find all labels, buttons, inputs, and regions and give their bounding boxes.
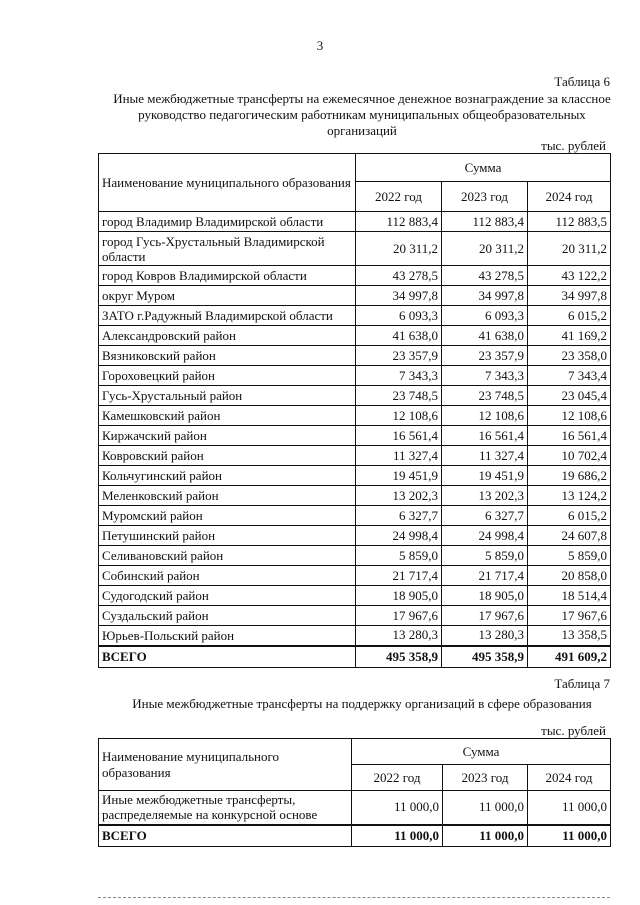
cell-total-2024: 491 609,2 — [528, 646, 611, 668]
total-row — [99, 646, 611, 668]
cell-municipality: Петушинский район — [99, 526, 356, 546]
cell-value-2024: 5 859,0 — [528, 546, 611, 566]
cell-value-2023: 23 357,9 — [442, 346, 528, 366]
cell-value-2024: 13 124,2 — [528, 486, 611, 506]
cell-value-2023: 34 997,8 — [442, 286, 528, 306]
cell-value-2024: 41 169,2 — [528, 326, 611, 346]
cell-value-2022: 34 997,8 — [356, 286, 442, 306]
table7-title: Иные межбюджетные трансферты на поддержку организаций в сфере образования — [132, 696, 592, 711]
cell-value-2023: 18 905,0 — [442, 586, 528, 606]
cell-municipality: город Владимир Владимирской области — [99, 212, 356, 232]
cell-value-2022: 13 280,3 — [356, 626, 442, 646]
cell-value-2022: 20 311,2 — [356, 232, 442, 266]
cell-value-2023: 6 327,7 — [442, 506, 528, 526]
column-header-sum: Сумма — [356, 154, 611, 182]
cell-value-2022: 6 093,3 — [356, 306, 442, 326]
cell-value-2024: 24 607,8 — [528, 526, 611, 546]
cell-value-2022: 18 905,0 — [356, 586, 442, 606]
cell-municipality: Муромский район — [99, 506, 356, 526]
cell-value-2024: 13 358,5 — [528, 626, 611, 646]
table6-units: тыс. рублей — [541, 138, 606, 153]
cell-value-2023: 11 000,0 — [443, 791, 528, 825]
cell-value-2022: 21 717,4 — [356, 566, 442, 586]
cell-municipality: ЗАТО г.Радужный Владимирской области — [99, 306, 356, 326]
cell-value-2024: 11 000,0 — [528, 791, 611, 825]
cell-value-2022: 41 638,0 — [356, 326, 442, 346]
cell-municipality: город Ковров Владимирской области — [99, 266, 356, 286]
table-row — [99, 626, 611, 646]
cell-municipality: Гусь-Хрустальный район — [99, 386, 356, 406]
cell-value-2024: 7 343,4 — [528, 366, 611, 386]
table-row — [99, 566, 611, 586]
column-header-year: 2023 год — [442, 182, 528, 212]
cell-value-2024: 10 702,4 — [528, 446, 611, 466]
cell-municipality: Ковровский район — [99, 446, 356, 466]
table6-title-line: руководство педагогическим работникам муниципальных общеобразовательных — [138, 107, 586, 122]
column-header-year: 2022 год — [356, 182, 442, 212]
cell-value-2023: 7 343,3 — [442, 366, 528, 386]
cell-value-2024: 20 311,2 — [528, 232, 611, 266]
cell-total-2023: 495 358,9 — [442, 646, 528, 668]
table-row — [99, 526, 611, 546]
cell-value-2022: 17 967,6 — [356, 606, 442, 626]
cell-municipality: Селивановский район — [99, 546, 356, 566]
table-row — [99, 446, 611, 466]
cell-municipality: Вязниковский район — [99, 346, 356, 366]
table-row — [99, 586, 611, 606]
cell-value-2023: 13 280,3 — [442, 626, 528, 646]
table-row — [99, 386, 611, 406]
cell-value-2023: 19 451,9 — [442, 466, 528, 486]
cell-value-2024: 112 883,5 — [528, 212, 611, 232]
cell-value-2023: 23 748,5 — [442, 386, 528, 406]
table7 — [98, 738, 611, 847]
cell-value-2022: 19 451,9 — [356, 466, 442, 486]
cell-value-2022: 12 108,6 — [356, 406, 442, 426]
cell-value-2022: 13 202,3 — [356, 486, 442, 506]
cell-value-2022: 23 748,5 — [356, 386, 442, 406]
cell-value-2024: 17 967,6 — [528, 606, 611, 626]
cell-value-2024: 12 108,6 — [528, 406, 611, 426]
cell-total-label: ВСЕГО — [99, 646, 356, 668]
table-row — [99, 306, 611, 326]
cell-value-2024: 23 045,4 — [528, 386, 611, 406]
cell-total-label: ВСЕГО — [99, 825, 352, 847]
cell-value-2024: 43 122,2 — [528, 266, 611, 286]
column-header-sum: Сумма — [352, 739, 611, 765]
cell-value-2022: 112 883,4 — [356, 212, 442, 232]
table-row — [99, 506, 611, 526]
table6-title-line: Иные межбюджетные трансферты на ежемесячное денежное вознаграждение за классное — [113, 91, 611, 106]
total-row — [99, 825, 611, 847]
cell-municipality: Судогодский район — [99, 586, 356, 606]
table-row — [99, 326, 611, 346]
cell-value-2022: 11 000,0 — [352, 791, 443, 825]
cell-value-2023: 20 311,2 — [442, 232, 528, 266]
table6 — [98, 153, 611, 668]
cell-value-2022: 5 859,0 — [356, 546, 442, 566]
column-header-name: Наименование муниципального образования — [99, 739, 352, 791]
cell-value-2024: 6 015,2 — [528, 306, 611, 326]
cell-value-2024: 16 561,4 — [528, 426, 611, 446]
cell-municipality: Камешковский район — [99, 406, 356, 426]
cell-total-2023: 11 000,0 — [443, 825, 528, 847]
cell-value-2023: 43 278,5 — [442, 266, 528, 286]
cell-value-2023: 5 859,0 — [442, 546, 528, 566]
cell-municipality: Иные межбюджетные трансферты, распределяемые на конкурсной основе — [99, 791, 352, 825]
cell-value-2023: 13 202,3 — [442, 486, 528, 506]
cell-value-2022: 43 278,5 — [356, 266, 442, 286]
table-row — [99, 466, 611, 486]
table-row — [99, 486, 611, 506]
cell-value-2023: 16 561,4 — [442, 426, 528, 446]
cell-value-2023: 112 883,4 — [442, 212, 528, 232]
table-row — [99, 286, 611, 306]
table-row — [99, 346, 611, 366]
cell-value-2022: 23 357,9 — [356, 346, 442, 366]
cell-total-2022: 495 358,9 — [356, 646, 442, 668]
column-header-year: 2022 год — [352, 765, 443, 791]
cell-municipality: Александровский район — [99, 326, 356, 346]
table-row — [99, 791, 611, 825]
cell-value-2023: 6 093,3 — [442, 306, 528, 326]
cell-total-2024: 11 000,0 — [528, 825, 611, 847]
cell-value-2023: 12 108,6 — [442, 406, 528, 426]
cell-value-2022: 7 343,3 — [356, 366, 442, 386]
cell-municipality: округ Муром — [99, 286, 356, 306]
cell-municipality: Суздальский район — [99, 606, 356, 626]
cell-value-2024: 20 858,0 — [528, 566, 611, 586]
cell-value-2024: 18 514,4 — [528, 586, 611, 606]
cell-value-2024: 34 997,8 — [528, 286, 611, 306]
cell-value-2024: 23 358,0 — [528, 346, 611, 366]
cell-value-2023: 11 327,4 — [442, 446, 528, 466]
cell-municipality: Кольчугинский район — [99, 466, 356, 486]
cell-value-2022: 16 561,4 — [356, 426, 442, 446]
cell-value-2024: 19 686,2 — [528, 466, 611, 486]
column-header-name: Наименование муниципального образования — [99, 154, 356, 212]
table6-title-line: организаций — [327, 123, 397, 138]
cell-value-2022: 6 327,7 — [356, 506, 442, 526]
page-bottom-divider — [98, 897, 610, 898]
table-row — [99, 366, 611, 386]
cell-municipality: Собинский район — [99, 566, 356, 586]
table6-label: Таблица 6 — [554, 74, 610, 89]
table7-label: Таблица 7 — [554, 676, 610, 691]
table-row — [99, 406, 611, 426]
cell-value-2024: 6 015,2 — [528, 506, 611, 526]
cell-value-2023: 41 638,0 — [442, 326, 528, 346]
cell-municipality: Юрьев-Польский район — [99, 626, 356, 646]
page-number: 3 — [316, 38, 324, 53]
cell-value-2022: 11 327,4 — [356, 446, 442, 466]
cell-total-2022: 11 000,0 — [352, 825, 443, 847]
cell-value-2023: 21 717,4 — [442, 566, 528, 586]
table-row — [99, 212, 611, 232]
table-row — [99, 426, 611, 446]
table6-title — [92, 91, 632, 139]
column-header-year: 2024 год — [528, 182, 611, 212]
table-row — [99, 546, 611, 566]
cell-municipality: Киржачский район — [99, 426, 356, 446]
table7-units: тыс. рублей — [541, 723, 606, 738]
table-row — [99, 232, 611, 266]
table-row — [99, 266, 611, 286]
column-header-year: 2024 год — [528, 765, 611, 791]
cell-municipality: Меленковский район — [99, 486, 356, 506]
column-header-year: 2023 год — [443, 765, 528, 791]
cell-value-2023: 24 998,4 — [442, 526, 528, 546]
table-row — [99, 606, 611, 626]
cell-municipality: город Гусь-Хрустальный Владимирской области — [99, 232, 356, 266]
cell-municipality: Гороховецкий район — [99, 366, 356, 386]
cell-value-2023: 17 967,6 — [442, 606, 528, 626]
cell-value-2022: 24 998,4 — [356, 526, 442, 546]
